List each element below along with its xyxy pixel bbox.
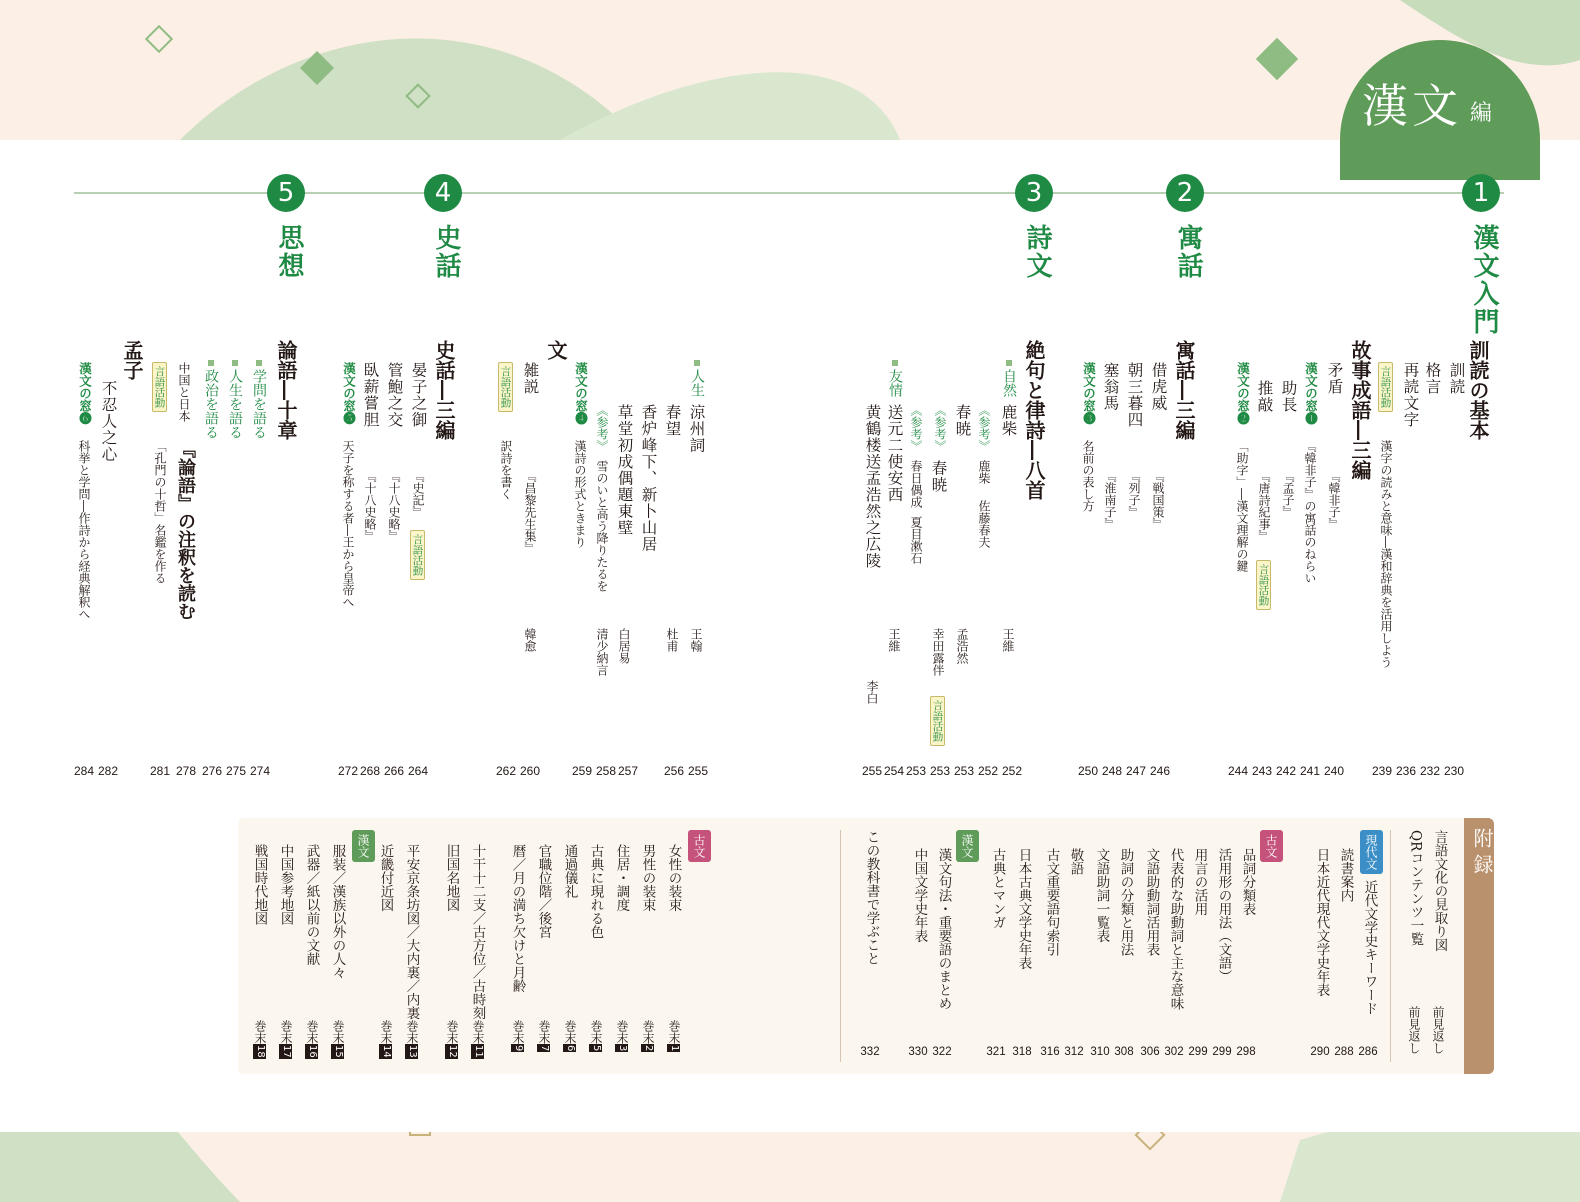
toc-item[interactable]: 春暁 [953,404,972,437]
appendix-item[interactable]: 近代文学史キーワード [1361,880,1378,1015]
sankou-label: 《参考》 [933,404,947,452]
page-number: 244 [1227,764,1249,778]
toc-item[interactable]: 借虎威 [1149,362,1168,412]
author: 幸田露伴 [931,628,945,676]
kanmatsu-ref: 巻末9 [511,1020,525,1052]
author: 杜甫 [665,628,679,652]
page-number: 266 [383,764,405,778]
toc-item[interactable]: 香炉峰下、新卜山居 [639,404,658,553]
toc-source: 中国と日本 [177,362,191,422]
page-number: 230 [1443,764,1465,778]
appendix-page: 318 [1012,1046,1032,1058]
appendix-item[interactable]: 中国文学史年表 [911,848,928,943]
gengo-tag: 言語活動 [498,362,513,412]
toc-item[interactable]: 「孔門の十哲」名鑑を作る [153,440,167,584]
gengo-tag: 言語活動 [1378,362,1393,412]
appendix-item[interactable]: 文語助詞一覧表 [1093,848,1110,943]
appendix-page: 前見返し [1407,1006,1421,1054]
toc-item[interactable]: 『論語』の注釈を読む [175,440,196,620]
kanmatsu-ref: 巻末7 [537,1020,551,1052]
kanmatsu-ref: 巻末5 [589,1020,603,1052]
appendix-item[interactable]: 文語助動詞活用表 [1143,848,1160,956]
category-label[interactable]: 学問を語る [252,360,266,439]
mado-label: 漢文の窓❹ [573,362,589,425]
section-number-1: 1 [1462,174,1500,212]
toc-source: 『淮南子』 [1103,470,1117,530]
mado-label: 漢文の窓❺ [341,362,357,425]
appendix-item[interactable]: 十干十二支／古方位／古時刻 [469,844,486,1020]
appendix-divider [840,830,841,1062]
lesson-title[interactable]: 絶句と律詩―八首 [1022,340,1046,500]
genre-badge-kanbun: 漢文 [956,830,979,862]
page-number: 255 [687,764,709,778]
toc-item[interactable]: 『韓非子』の寓話のねらい [1303,440,1317,584]
kanmatsu-ref: 巻末14 [379,1020,393,1058]
appendix-item[interactable]: 通過儀礼 [561,844,578,898]
appendix-page: 322 [932,1046,952,1058]
appendix-page: 330 [908,1046,928,1058]
toc-item[interactable]: 臥薪嘗胆 [361,362,380,428]
appendix-item[interactable]: 日本近代現代文学史年表 [1313,848,1330,997]
appendix-item[interactable]: 助詞の分類と用法 [1117,848,1134,956]
toc-item[interactable]: 矛盾 [1325,362,1344,395]
page-number: 278 [175,764,197,778]
genre-badge-gendai: 現代文 [1360,830,1383,874]
page-number: 258 [595,764,617,778]
kanmatsu-ref: 巻末15 [331,1020,345,1058]
toc-source: 『戦国策』 [1151,470,1165,530]
page-number: 284 [73,764,95,778]
appendix-page: 312 [1064,1046,1084,1058]
toc-source: 『孟子』 [1281,470,1295,518]
lesson-title[interactable]: 訓読の基本 [1466,340,1490,440]
toc-item[interactable]: 鹿柴 [977,460,991,484]
appendix-page: 290 [1310,1046,1330,1058]
appendix-item[interactable]: 女性の装束 [665,844,682,912]
appendix-page: 288 [1334,1046,1354,1058]
toc-item[interactable]: 塞翁馬 [1101,362,1120,412]
mado-label: 漢文の窓❶ [1303,362,1319,425]
appendix-item[interactable]: 平安京条坊図／大内裏／内裏 [403,844,420,1020]
kanmatsu-ref: 巻末13 [405,1020,419,1058]
mado-label: 漢文の窓❻ [77,362,93,425]
author: 李白 [865,680,879,704]
kanmatsu-ref: 巻末6 [563,1020,577,1052]
toc-source: 『韓非子』 [1327,470,1341,530]
appendix-item[interactable]: この教科書で学ぶこと [863,830,880,965]
page-number: 255 [861,764,883,778]
toc-item[interactable]: 管鮑之交 [385,362,404,428]
page-number: 250 [1077,764,1099,778]
page-number: 259 [571,764,593,778]
page-number: 254 [883,764,905,778]
page-number: 281 [149,764,171,778]
section-title-5: 思想 [274,224,304,280]
appendix-item[interactable]: 読書案内 [1337,848,1354,902]
page-number: 239 [1371,764,1393,778]
appendix-item[interactable]: 戦国時代地図 [251,844,268,925]
section-title-4: 史話 [431,224,461,280]
genre-badge-kobun: 古文 [688,830,711,862]
appendix-page: 299 [1212,1046,1232,1058]
toc-item[interactable]: 草堂初成偶題東壁 [615,404,634,536]
header-suffix: 編 [1470,101,1493,126]
page-number: 248 [1101,764,1123,778]
genre-badge-kobun: 古文 [1260,830,1283,862]
page-number: 246 [1149,764,1171,778]
appendix-item[interactable]: 言語文化の見取り図 [1431,830,1448,952]
appendix-item[interactable]: QRコンテンツ一覧 [1407,830,1424,946]
page-number: 260 [519,764,541,778]
category-label[interactable]: 人生を語る [228,360,242,439]
page-number: 253 [905,764,927,778]
toc-item[interactable]: 訳詩を書く [499,440,513,500]
appendix-page: 321 [986,1046,1006,1058]
toc-source: 『昌黎先生集』 [523,470,537,554]
lesson-title[interactable]: 故事成語―三編 [1348,340,1372,480]
appendix-divider [1390,830,1391,1062]
category-label: 人生 [690,360,704,397]
toc-item[interactable]: 晏子之御 [409,362,428,428]
gengo-tag: 言語活動 [930,696,945,746]
sankou-label: 《参考》 [977,404,991,452]
page-number: 247 [1125,764,1147,778]
appendix-item[interactable]: 代表的な助動詞と主な意味 [1167,848,1184,1010]
page-number: 274 [249,764,271,778]
toc-item[interactable]: 鹿柴 [999,404,1018,437]
mado-label: 漢文の窓❷ [1235,362,1251,425]
section-title-3: 詩文 [1022,224,1052,280]
appendix-item[interactable]: 官職位階／後宮 [535,844,552,939]
lesson-title[interactable]: 寓話―三編 [1172,340,1196,440]
toc-source: 『唐詩紀事』 [1257,470,1271,542]
toc-item[interactable]: 再読文字 [1401,362,1420,428]
kanmatsu-ref: 巻末11 [471,1020,485,1058]
toc-item[interactable]: 雑説 [521,362,540,395]
appendix-item[interactable]: 男性の装束 [639,844,656,912]
section-title-2: 寓話 [1173,224,1203,280]
sankou-label: 《参考》 [909,404,923,452]
toc-item[interactable]: 涼州詞 [687,404,706,454]
toc-source: 『史記』 [411,470,425,518]
category-label[interactable]: 政治を語る [204,360,218,439]
page-number: 276 [201,764,223,778]
appendix-page: 306 [1140,1046,1160,1058]
toc-item[interactable]: 天子を称する者―王から皇帝へ [341,440,355,608]
author: 王翰 [689,628,703,652]
author: 韓愈 [523,628,537,652]
kanmatsu-ref: 巻末18 [253,1020,267,1058]
toc-item[interactable]: 漢詩の形式ときまり [573,440,587,548]
genre-badge-kanbun: 漢文 [352,830,375,862]
appendix-item[interactable]: 住居・調度 [613,844,630,912]
lesson-title[interactable]: 文 [544,340,568,360]
lesson-title[interactable]: 論語―十章 [274,340,298,440]
appendix-label: 附録 [1470,828,1494,880]
section-title-1: 漢文入門 [1469,224,1499,336]
toc-item[interactable]: 漢字の読みと意味―漢和辞典を活用しよう [1379,440,1393,668]
toc-item[interactable]: 推敲 [1255,380,1274,413]
page-number: 243 [1251,764,1273,778]
author: 佐藤春夫 [977,500,991,548]
toc-item[interactable]: 格言 [1423,362,1442,395]
appendix-item[interactable]: 服装／漢族以外の人々 [329,844,346,979]
lesson-title[interactable]: 史話―三編 [432,340,456,440]
page-number: 256 [663,764,685,778]
section-number-4: 4 [424,174,462,212]
appendix-page: 316 [1040,1046,1060,1058]
appendix-page: 299 [1188,1046,1208,1058]
section-number-2: 2 [1166,174,1204,212]
page-number: 282 [97,764,119,778]
appendix-item[interactable]: 古典に現れる色 [587,844,604,939]
category-label: 友情 [888,360,902,397]
kanmatsu-ref: 巻末1 [667,1020,681,1052]
toc-item[interactable]: 春望 [663,404,682,437]
toc-source: 『十八史略』 [387,470,401,542]
gengo-tag: 言語活動 [152,362,167,412]
appendix-item[interactable]: 暦／月の満ち欠けと月齢 [509,844,526,993]
section-number-5: 5 [267,174,305,212]
page-number: 232 [1419,764,1441,778]
page-number: 257 [617,764,639,778]
appendix-item[interactable]: 用言の活用 [1191,848,1208,916]
toc-item[interactable]: 助長 [1279,380,1298,413]
appendix-page: 286 [1358,1046,1378,1058]
appendix-item[interactable]: 活用形の用法（文語） [1215,848,1232,983]
toc-item[interactable]: 「助字」―漢文理解の鍵 [1235,440,1249,572]
page-number: 252 [977,764,999,778]
author: 孟浩然 [955,628,969,664]
author: 清少納言 [595,628,609,676]
page-number: 242 [1275,764,1297,778]
appendix-item[interactable]: 武器／紙以前の文献 [303,844,320,966]
appendix-item[interactable]: 漢文句法・重要語のまとめ [935,848,952,1010]
page-number: 240 [1323,764,1345,778]
gengo-tag: 言語活動 [410,530,425,580]
gengo-tag: 言語活動 [1256,560,1271,610]
toc-item[interactable]: 春日偶成 [909,460,923,508]
toc-item[interactable]: 送元二使安西 [885,404,904,503]
toc-item[interactable]: 科挙と学問―作詩から経典解釈へ [77,440,91,620]
appendix-page: 332 [860,1046,880,1058]
toc-source: 『十八史略』 [363,470,377,542]
appendix-item[interactable]: 日本古典文学史年表 [1015,848,1032,970]
sankou-label: 《参考》 [595,404,609,452]
author: 王維 [1001,628,1015,652]
category-label: 自然 [1002,360,1016,397]
page-number: 241 [1299,764,1321,778]
appendix-page: 298 [1236,1046,1256,1058]
toc-item[interactable]: 訓読 [1447,362,1466,395]
author: 夏目漱石 [909,516,923,564]
toc-source: 『列子』 [1127,470,1141,518]
author: 王維 [887,628,901,652]
toc-item[interactable]: 朝三暮四 [1125,362,1144,428]
page-number: 275 [225,764,247,778]
toc-item[interactable]: 黄鶴楼送孟浩然之広陵 [863,404,882,569]
mado-label: 漢文の窓❸ [1081,362,1097,425]
page-number: 268 [359,764,381,778]
appendix-page: 302 [1164,1046,1184,1058]
page-number: 236 [1395,764,1417,778]
toc-item[interactable]: 名前の表し方 [1081,440,1095,512]
toc-item[interactable]: 不忍人之心 [99,380,118,463]
appendix-item[interactable]: 敬語 [1067,848,1084,875]
appendix-item[interactable]: 旧国名地図 [443,844,460,912]
kanmatsu-ref: 巻末2 [641,1020,655,1052]
author: 白居易 [617,628,631,664]
section-number-3: 3 [1015,174,1053,212]
page-number: 264 [407,764,429,778]
header-title: 漢文 [1362,79,1462,133]
appendix-item[interactable]: 古典とマンガ [989,848,1006,929]
appendix-page: 310 [1090,1046,1110,1058]
kanmatsu-ref: 巻末12 [445,1020,459,1058]
page-number: 272 [337,764,359,778]
appendix-item[interactable]: 中国参考地図 [277,844,294,925]
page-number: 253 [953,764,975,778]
lesson-title[interactable]: 孟子 [120,340,144,380]
page-number: 253 [929,764,951,778]
kanmatsu-ref: 巻末17 [279,1020,293,1058]
page-number: 252 [1001,764,1023,778]
kanmatsu-ref: 巻末16 [305,1020,319,1058]
appendix-item[interactable]: 近畿付近図 [377,844,394,912]
kanmatsu-ref: 巻末3 [615,1020,629,1052]
appendix-item[interactable]: 品詞分類表 [1239,848,1256,916]
toc-item[interactable]: 雪のいと高う降りたるを [595,460,609,592]
appendix-page: 前見返し [1431,1006,1445,1054]
toc-item[interactable]: 春暁 [929,460,948,493]
appendix-page: 308 [1114,1046,1134,1058]
page-number: 262 [495,764,517,778]
appendix-item[interactable]: 古文重要語句索引 [1043,848,1060,956]
